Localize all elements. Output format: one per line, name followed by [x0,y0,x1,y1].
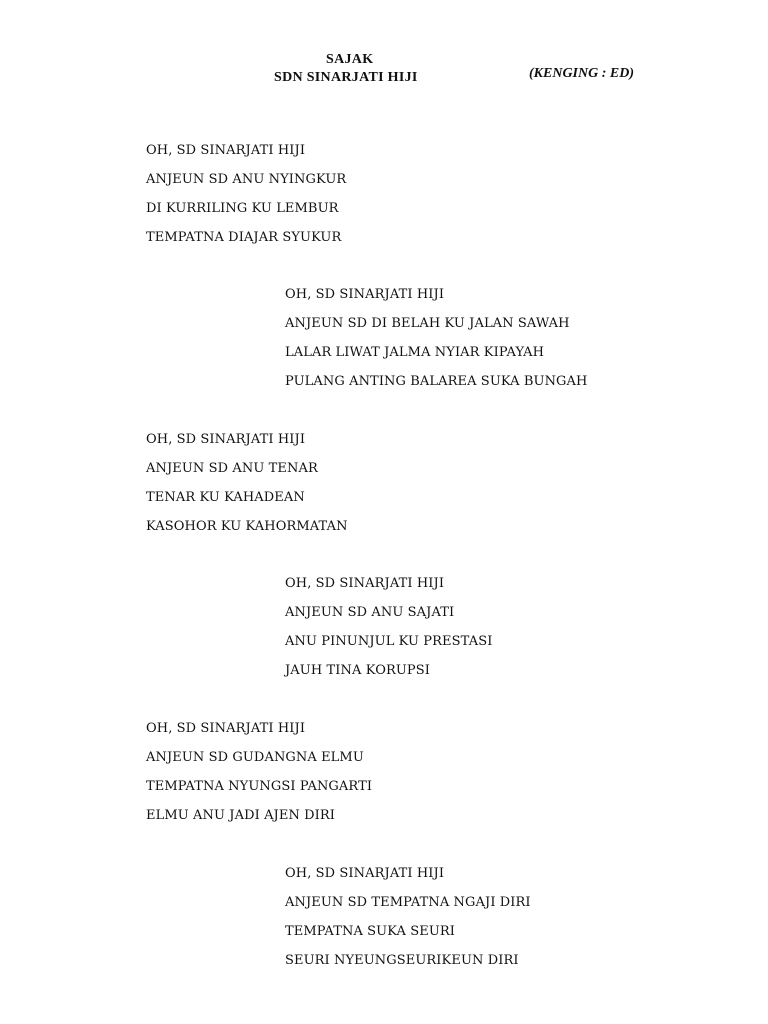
poem-line: SEURI NYEUNGSEURIKEUN DIRI [285,953,519,968]
poem-line: TEMPATNA SUKA SEURI [285,924,456,939]
poem-line: TEMPATNA NYUNGSI PANGARTI [146,779,373,794]
poem-line: OH, SD SINARJATI HIJI [146,721,306,736]
poem-line: LALAR LIWAT JALMA NYIAR KIPAYAH [285,345,545,360]
poem-line: OH, SD SINARJATI HIJI [146,143,306,158]
poem-line: ANJEUN SD GUDANGNA ELMU [146,750,364,765]
document-title: SAJAK [326,52,374,67]
poem-line: ANJEUN SD ANU SAJATI [285,605,455,620]
poem-line: ANJEUN SD TEMPATNA NGAJI DIRI [285,895,531,910]
poem-line: ANJEUN SD ANU TENAR [146,461,318,476]
stanza-2 [285,285,587,401]
stanza-6 [285,864,531,980]
stanza-1 [146,141,346,257]
poem-line: ANJEUN SD ANU NYINGKUR [146,172,347,187]
poem-line: OH, SD SINARJATI HIJI [285,287,445,302]
author-credit: (KENGING : ED) [529,66,634,81]
document-subtitle: SDN SINARJATI HIJI [274,70,418,85]
poem-line: OH, SD SINARJATI HIJI [146,432,306,447]
poem-line: ANU PINUNJUL KU PRESTASI [285,634,493,649]
stanza-5 [146,719,372,835]
poem-line: ANJEUN SD DI BELAH KU JALAN SAWAH [285,316,570,331]
poem-line: ELMU ANU JADI AJEN DIRI [146,808,336,823]
stanza-4 [285,574,492,690]
poem-line: TENAR KU KAHADEAN [146,490,305,505]
poem-line: OH, SD SINARJATI HIJI [285,576,445,591]
poem-line: PULANG ANTING BALAREA SUKA BUNGAH [285,374,588,389]
poem-line: KASOHOR KU KAHORMATAN [146,519,348,534]
poem-line: TEMPATNA DIAJAR SYUKUR [146,230,342,245]
poem-line: OH, SD SINARJATI HIJI [285,866,445,881]
poem-line: JAUH TINA KORUPSI [285,663,430,678]
stanza-3 [146,430,348,546]
poem-line: DI KURRILING KU LEMBUR [146,201,339,216]
